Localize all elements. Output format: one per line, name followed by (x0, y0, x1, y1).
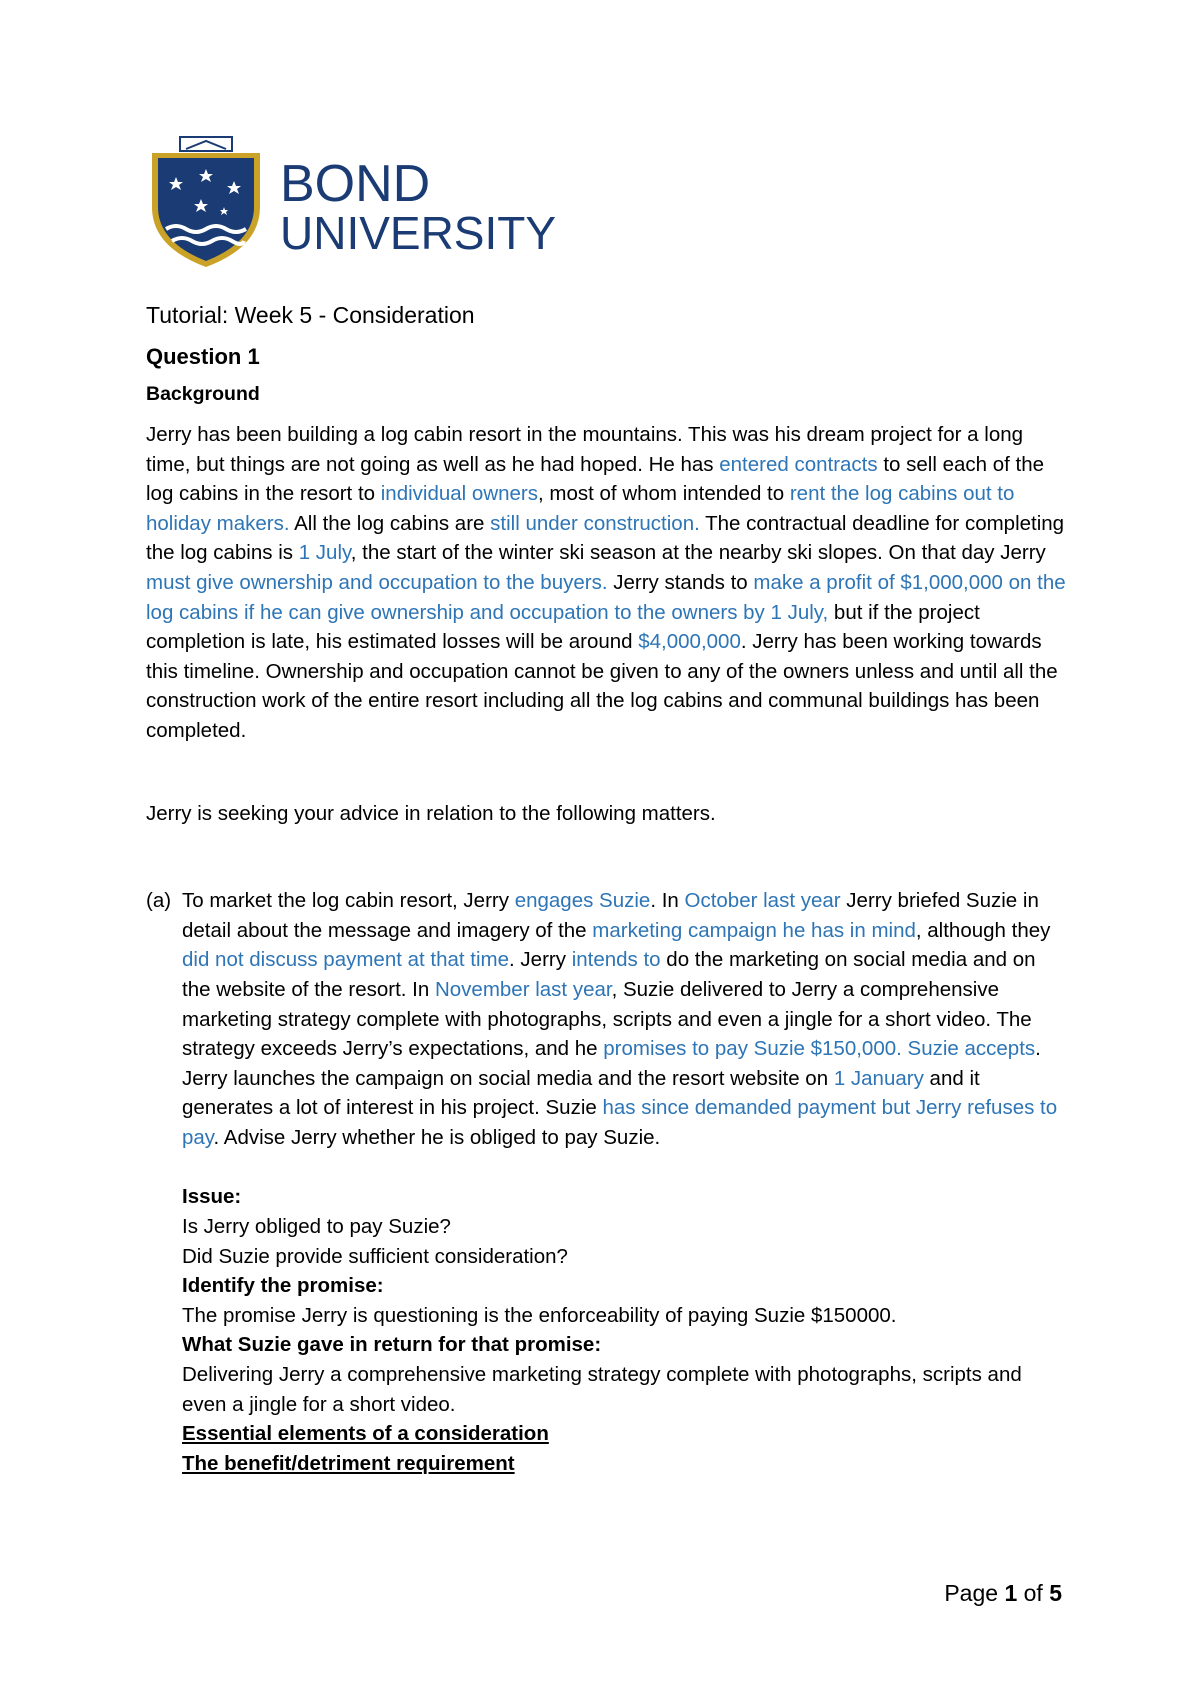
highlighted-text: individual owners (380, 482, 539, 506)
issue-heading: Issue: (182, 1185, 242, 1209)
question-item-a (146, 886, 1066, 1152)
highlighted-text: November last year (434, 977, 612, 1001)
text-run: . Jerry (509, 948, 572, 972)
highlighted-text: rent the log cabins out to holiday makers. (146, 482, 1015, 535)
highlighted-text: intends to (571, 948, 661, 972)
text-run: but if the project completion is late, his estimated losses will be around (146, 600, 980, 654)
benefit-heading: The benefit/detriment requirement (182, 1451, 515, 1475)
text-run: . Advise Jerry whether he is obliged to pay Suzie. (213, 1125, 661, 1149)
page-current: 1 (1004, 1580, 1018, 1606)
text-run: . Jerry has been working towards this timeline. Ownership and occupation cannot be given to any of the owners unless and until all the construction work of the entire resort including all the log cabins and communal buildings has been completed. (146, 630, 1058, 742)
text-run: , Suzie delivered to Jerry a comprehensive marketing strategy complete with photographs, scripts and even a jingle for a short video. The strategy exceeds Jerry’s expectations, and he (182, 977, 1032, 1061)
highlighted-text: must give ownership and occupation to the buyers. (146, 570, 608, 594)
highlighted-text: promises to pay Suzie $150,000. Suzie accepts (603, 1037, 1036, 1061)
elements-heading: Essential elements of a consideration (182, 1422, 549, 1446)
page-total: 5 (1049, 1580, 1062, 1606)
item-a-text (182, 886, 1066, 1152)
text-run: . Jerry launches the campaign on social media and the resort website on (182, 1037, 1041, 1090)
text-run: , the start of the winter ski season at the nearby ski slopes. On that day Jerry (350, 541, 1046, 565)
highlighted-text: October last year (684, 889, 841, 913)
return-text: Delivering Jerry a comprehensive marketing strategy complete with photographs, scripts and even a jingle for a short video. (182, 1363, 1022, 1416)
advice-intro: Jerry is seeking your advice in relation to the following matters. (146, 801, 716, 825)
highlighted-text: engages Suzie (514, 889, 651, 913)
logo-wordmark-line2: UNIVERSITY (280, 207, 557, 259)
text-run: Jerry has been building a log cabin resort in the mountains. This was his dream project for a long time, but things are not going as well as he had hoped. He has (146, 423, 1024, 476)
text-run: , although they (915, 918, 1051, 942)
item-a-label: (a) (146, 889, 172, 913)
text-run: , most of whom intended to (538, 482, 790, 506)
background-paragraph (146, 420, 1066, 746)
page-number (944, 1580, 1062, 1607)
text-run: Jerry stands to (607, 570, 754, 594)
logo-wordmark-line1: BOND (280, 155, 431, 213)
promise-heading: Identify the promise: (182, 1274, 384, 1298)
text-run: Jerry briefed Suzie in detail about the message and imagery of the (182, 889, 1039, 942)
highlighted-text: make a profit of $1,000,000 on the log cabins if he can give ownership and occupation to the owners by 1 July, (146, 570, 1066, 624)
highlighted-text: has since demanded payment but Jerry refuses to pay (182, 1096, 1058, 1149)
highlighted-text: $4,000,000 (638, 630, 741, 654)
text-run: and it generates a lot of interest in his project. Suzie (182, 1066, 980, 1120)
highlighted-text: did not discuss payment at that time (182, 948, 510, 972)
issue-question-1: Is Jerry obliged to pay Suzie? (182, 1215, 451, 1239)
text-run: . In (650, 889, 685, 913)
bond-university-logo (146, 137, 557, 269)
of-label: of (1023, 1580, 1043, 1606)
background-heading: Background (146, 383, 260, 405)
highlighted-text: still under construction. (490, 511, 700, 535)
text-run: To market the log cabin resort, Jerry (182, 889, 515, 913)
analysis-section (146, 1182, 1066, 1478)
highlighted-text: marketing campaign he has in mind (592, 918, 916, 942)
text-run: to sell each of the log cabins in the resort to (146, 452, 1045, 506)
tutorial-title: Tutorial: Week 5 - Consideration (146, 302, 475, 328)
highlighted-text: 1 July (298, 541, 351, 565)
promise-text: The promise Jerry is questioning is the enforceability of paying Suzie $150000. (182, 1303, 897, 1327)
question-heading: Question 1 (146, 344, 260, 369)
text-run: do the marketing on social media and on the website of the resort. In (182, 948, 1036, 1001)
page-label: Page (944, 1580, 999, 1606)
highlighted-text: 1 January (833, 1066, 924, 1090)
return-heading: What Suzie gave in return for that promise: (182, 1333, 602, 1357)
text-run: All the log cabins are (289, 511, 491, 535)
highlighted-text: entered contracts (719, 452, 878, 476)
document-content (146, 300, 1066, 1478)
text-run: The contractual deadline for completing the log cabins is (146, 511, 1065, 565)
issue-question-2: Did Suzie provide sufficient consideration? (182, 1244, 568, 1268)
